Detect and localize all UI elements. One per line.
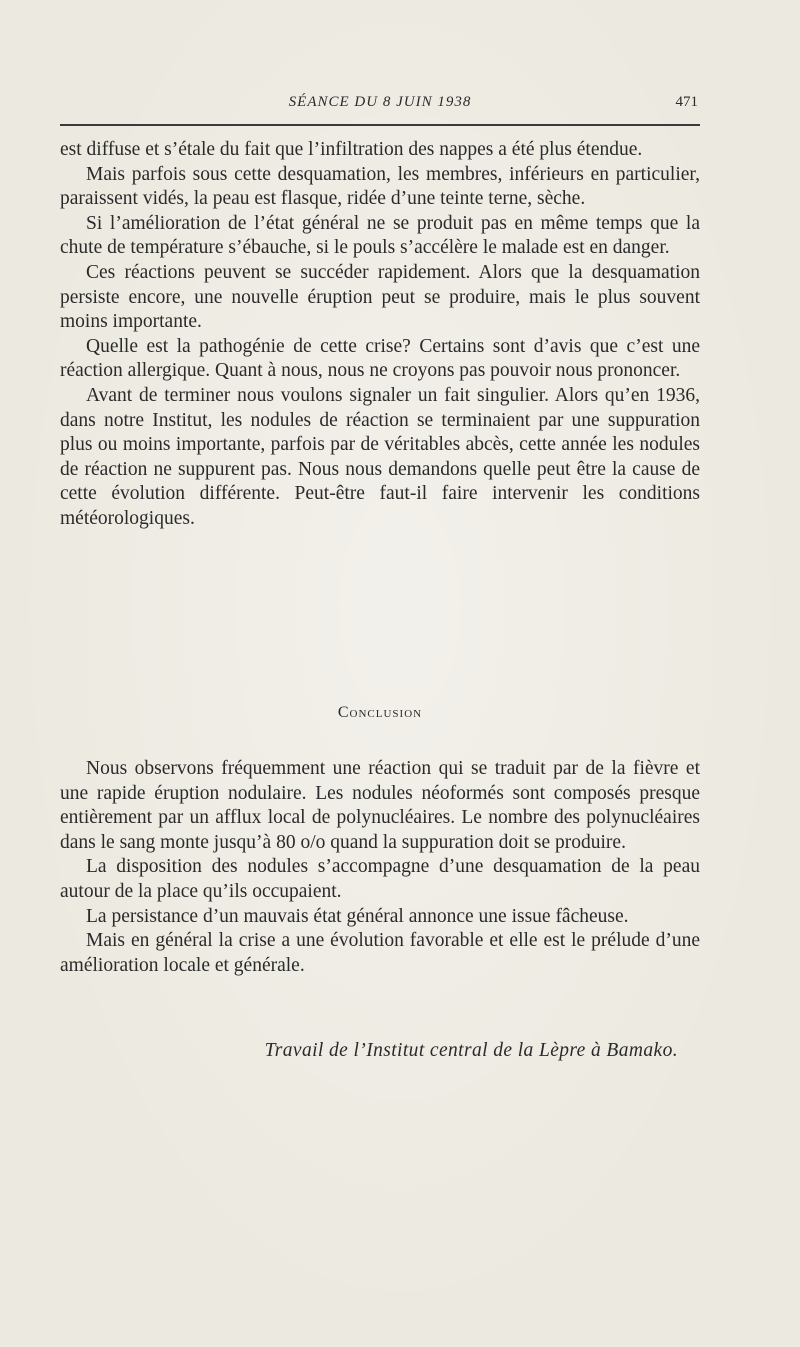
institution-signature: Travail de l’Institut central de la Lèpre à Bamako. (264, 1040, 678, 1061)
running-title: SÉANCE DU 8 JUIN 1938 (288, 94, 472, 110)
paragraph: Si l’amélioration de l’état général ne se produit pas en même temps que la chute de température s’ébauche, si le pouls s’accélère le malade est en danger. (60, 212, 700, 259)
header-rule (60, 124, 700, 126)
paragraph: Quelle est la pathogénie de cette crise? Certains sont d’avis que c’est une réaction allergique. Quant à nous, nous ne croyons pas pouvoir nous prononcer. (60, 335, 700, 382)
paragraph: Nous observons fréquemment une réaction qui se traduit par de la fièvre et une rapide éruption nodulaire. Les nodules néoformés sont composés presque entièrement par un afflux local de polynucléaires. Le nombre des polynucléaires dans le sang monte jusqu’à 80 o/o quand la suppuration doit se produire. (60, 758, 700, 853)
paragraph-continued: est diffuse et s’étale du fait que l’infiltration des nappes a été plus étendue. (60, 139, 643, 160)
paragraph: Mais parfois sous cette desquamation, les membres, inférieurs en particulier, paraissent vidés, la peau est flasque, ridée d’une teinte terne, sèche. (60, 163, 700, 210)
running-head (60, 94, 700, 118)
paragraph: La disposition des nodules s’accompagne d’une desquamation de la peau autour de la place qu’ils occupaient. (60, 856, 700, 902)
conclusion-text (60, 757, 700, 978)
page-number: 471 (675, 94, 698, 110)
paragraph: Avant de terminer nous voulons signaler un fait singulier. Alors qu’en 1936, dans notre Institut, les nodules de réaction se terminaient par une suppuration plus ou moins importante, parfois par de véritables abcès, cette année les nodules de réaction ne suppurent pas. Nous nous demandons quelle peut être la cause de cette évolution différente. Peut-être faut-il faire intervenir les conditions météorologiques. (60, 384, 700, 529)
paragraph: Mais en général la crise a une évolution favorable et elle est le prélude d’une amélioration locale et générale. (60, 930, 700, 976)
paragraph: Ces réactions peuvent se succéder rapidement. Alors que la desquamation persiste encore, une nouvelle éruption peut se produire, mais le plus souvent moins importante. (60, 261, 700, 333)
section-heading-conclusion: Conclusion (337, 704, 423, 721)
paragraph: La persistance d’un mauvais état général annonce une issue fâcheuse. (86, 905, 629, 927)
body-text (60, 138, 700, 532)
